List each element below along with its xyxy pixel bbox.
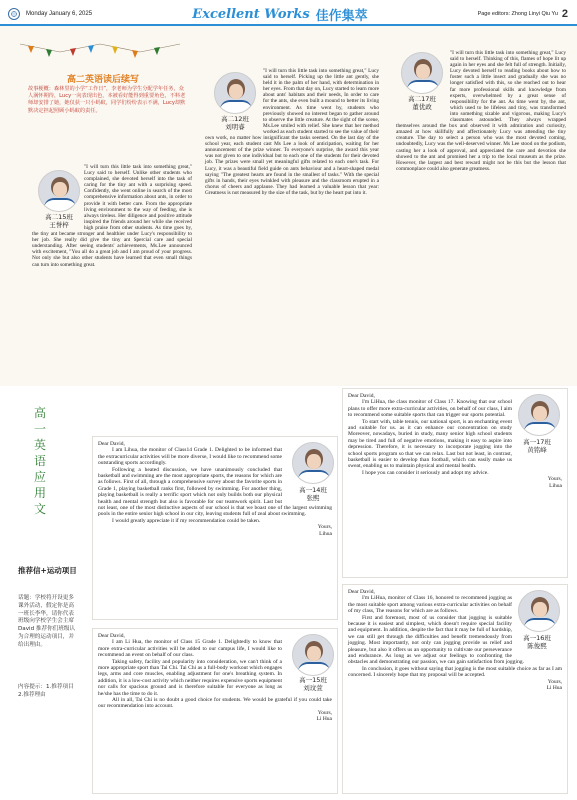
student-caption — [513, 438, 561, 454]
letter-paragraph: In conclusion, it goes without saying that jogging is the most suitable choice as far as I am concerned. I sincerely hope that my proposal will be accepted. — [348, 665, 562, 679]
sidebar-subtitle: 推荐信+运动项目 — [18, 566, 77, 575]
story-text-1: "I will turn this little task into something great," Lucy said to herself. Unlike other students who complained, she devoted herself into the task of caring for the tiny ant with a surprising speed. Confidently, she went online in search of the most comprehensive information about ants, in order to provide it with better care. From the appropriate living environment to the way of feeding, she is always tireless. Her diligence and positive attitude inspired the friends around her while she received high praise from other students. As time goes by, the tiny ant became stronger and healthier under Lucy's responsibility to her job. She really did give the tiny ant Spercial care and special understanding. After seeing students' achievements, Ms.Lee announced with excitement, "You all do a great job and I am proud of your progress. Not only she but also other students have learned that even small things can turn into something great. — [32, 164, 192, 268]
student-name: 刘玟萱 — [303, 684, 323, 692]
letter-closing: Yours, — [317, 709, 332, 716]
editors-text: Page editors: Zhong Linyi Qiu Yu — [477, 11, 558, 17]
letter-paragraph: Following a heated discussion, we have unanimously concluded that basketball and swimming are the most appropriate sports, the reasons for which are as follows. First of all, through a comprehensive survey about the favorite sports in Grade 1, playing basketball ranks first, followed by swimming. For another thing, playing basketball is really a terrific sport which not only builds both our physical health and mental strength but also is favorable for our teamwork spirit. Last but not least, one of the most distinctive aspects of our school is that we boast one of the largest swimming pools in the entire senior high school in our city, leaving students full of zeal about swimming. — [98, 466, 332, 518]
story-summary: 故事梗概：森林里的小学“工作日”，李老师为学生分配学年任务，众人满怀期待，Lucy一向表现出色，本被看好能得到重要角色，不料老师却安排了她，她仅获一只小蚂蚁，同学们纷纷表示不满，Lucy却默默决定担起照顾小蚂蚁的责任。 — [28, 86, 186, 114]
story-entry-2 — [205, 68, 379, 380]
header-editors — [388, 8, 568, 20]
student-caption — [289, 676, 337, 692]
student-caption — [513, 634, 561, 650]
letter-greeting: Dear David, — [98, 633, 125, 639]
letter-paragraph: I hope you can consider it seriously and adopt my advice. — [362, 469, 489, 476]
letter-signature: Lihua — [549, 482, 562, 489]
student-class: 高一14班 — [299, 486, 327, 494]
page-number: 2 — [561, 8, 568, 20]
sidebar-content-hints: 内容提示：1.推荐项目 2.推荐理由 — [18, 684, 74, 698]
student-name: 王誉梓 — [49, 221, 69, 229]
story-text-3: "I will turn this little task into something great," Lucy said to herself. Thinking of this, flames of hope lit up again in her eyes and she felt full of strength. Initially, Lucy devoted herself to reading books about how to foster such a little insect and gradually she was no longer satisfied with this, so she reached out to hear far more professional skills and knowledge from experts, overwhelmed by a great sense of responsibility for the ant. As time went by, the ant, which used to be lifeless and tiny, was transformed into something sizable and vigorous, making Lucy's classmates astounded. They always wrapped themselves around the box and observed it with admiration and curiosity, amazed at how skillfully and affectionately Lucy was attending the tiny creature. The day to select a person who was the most devoted coming, undoubtedly, Lucy was the well-deserved winner. Ms Lee stood on the podium, casting her a look of approval, and appreciated the care and devotion she showed to the ant and promised her a trip to the local museum as the prize. However, the largest and best reward might not be this but the lesson that commonplace could also generate greatness. — [396, 50, 566, 172]
student-class: 高二12班 — [221, 115, 249, 123]
letter-signature: Li Hua — [546, 685, 562, 692]
letter-closing: Yours, — [317, 524, 332, 531]
student-name: 董优政 — [412, 103, 432, 111]
letter-paragraph: All in all, Tai Chi is no doubt a good choice for students. We would be grateful if you could take our recommendation into account. — [98, 697, 332, 710]
student-name: 黄铭峰 — [527, 446, 547, 454]
letter-paragraph: To start with, table tennis, our national sport, is an enchanting event and suitable for us. as it can enhance our concentration on study Moreover, nowadays, buried in study, many senior high school students may be tired and full of negative emotions, making it easy to aspire into depression. Therefore, it is necessary to incorporate jogging into the school sports program so that we can relax. Last but not least, in contrast, basketball is easier to develop than football, which can easily make us sweat, enabling us to maintain physical and mental health. — [348, 418, 512, 470]
letter-greeting: Dear David, — [348, 393, 375, 399]
student-photo-avatar — [292, 442, 334, 484]
letter-greeting: Dear David, — [98, 441, 125, 447]
student-photo-avatar — [518, 394, 560, 436]
banner-chinese: 佳作集萃 — [315, 8, 368, 24]
letter-paragraph: I'm LiHua, the class monitor of Class 17. Knowing that our school plans to offer more extra-curricular activities, on behalf of our class, I aim to recommend some suitable sports that can trigger our sports potential. — [348, 399, 512, 419]
letter-paragraph: I would greatly appreciate it if my recommendation could be taken. — [112, 517, 261, 524]
letter-paragraph: I am Li Hua, the monitor of Class 15 Grade 1. Delightedly to know that more extra-curricular activities will be added to our campus life, I would like to recommend an event on behalf of our class. — [98, 639, 282, 659]
letter-paragraph: First and foremost, most of us consider that jogging is suitable because it is easiest and simplest, which doesn't require special facility and equipment. In addition, despite the fact that it may be full of hardship, we can still get through the difficulties and benefit tremendously from jogging. Most importantly, not only can jogging provide us relief and pleasure, but also it offers us an opportunity to cultivate our perseverance and endurance. As long as we adjust our feelings to confronting the obstacles and demonstrating our passion, we can gain satisfaction from jogging. — [348, 614, 524, 666]
student-name: 张熙 — [306, 494, 320, 502]
letter-signature: Lihua — [319, 530, 332, 537]
student-photo-avatar — [518, 590, 560, 632]
student-class: 高二17班 — [408, 95, 436, 103]
story-entry-1 — [32, 164, 192, 378]
sidebar-topic: 话题：学校将开设更多课外活动，假定你是高一班长李华，请你代表班级向学校学生会主席 David 推荐你们班级认为合理的运动项目，并给出理由。 — [18, 595, 76, 648]
student-photo-avatar — [292, 634, 334, 676]
letter-paragraph: I'm LiHua, monitor of Class 16, honored to recommend jogging as the most suitable sport among various extra-curricular activities on behalf of my class, The reasons for which are as follows. — [348, 595, 512, 615]
header-date — [8, 6, 183, 22]
student-class: 高二15班 — [45, 213, 73, 221]
letter-signature: Li Hua — [316, 716, 332, 723]
student-caption — [289, 486, 337, 502]
student-class: 高一17班 — [523, 438, 551, 446]
story-entry-3 — [396, 50, 566, 380]
section-banner — [185, 4, 375, 24]
school-logo — [8, 8, 20, 20]
story-title: 高二英语读后续写 — [66, 75, 139, 85]
banner-english: Excellent Works — [192, 6, 310, 22]
letter-paragraph: Taking safety, facility and popularity into consideration, we can't think of a more appropriate sport than Tai Chi. Tai Chi as a full-body workout which engages legs, arms and core muscles, enabling adjustment for one's breathing system. In addition, it is a low-cost activity which neither requires expensive sports equipment nor calls for spacious ground and is therefore suitable for everyone as long as he/she has the time to do it. — [98, 658, 282, 697]
story-text-2: "I will turn this little task into something great," Lucy said to herself. Picking up the little ant gently, she held it in the palm of her hand, with determination in her eyes. From that day on, Lucy started to learn more about ants' habitats and their needs, In order to care for the ants, she even built a mound to better its living environment. As time went by, students who previously showed no interest began to gather around to observe the little creature. At the sight of the scene, Ms.Lee smiled with relief. She knew that her method worked as each student started to see the value of their own work, no matter how insignificant the tasks seemed. On the last day of the school year, each student cast Ms Lee a look of anticipation, waiting for her announcement of the prize winner. To everyone's surprise, the award this year was not given to one individual but to each one of the students for their devoted job. The prizes were small yet meaningful gifts related to each one's task. For Lucy, it was a beautiful field guide on ants behaviour and a heart-shaped medal saying "The greatest hearts are found in the smallest of tasks." With the special gifts in hands, their eyes twinkled with pleasure and the classroom erupted in a chorus of cheers and applause. They had learned a valuable lesson that year: Greatness is not measured by the size of the task, but by the heart put into it. — [205, 68, 379, 196]
bunting-decoration-icon — [20, 40, 180, 70]
letter-closing: Yours, — [547, 678, 562, 685]
date-text: Monday January 6, 2025 — [26, 11, 93, 17]
student-class: 高一16班 — [523, 634, 551, 642]
sidebar-title: 高一英语应用文 — [33, 406, 46, 516]
letter-paragraph: I am Lihua, the monitor of Class14 Grade 1. Delighted to be informed that the extracurricular activities will be more diverse, I would like to recommend some outstanding sports accordingly. — [98, 447, 282, 467]
student-class: 高一15班 — [299, 676, 327, 684]
student-name: 刘明睿 — [225, 123, 245, 131]
letter-closing: Yours, — [547, 476, 562, 483]
student-name: 陈俊熙 — [527, 642, 547, 650]
letter-greeting: Dear David, — [348, 589, 375, 595]
